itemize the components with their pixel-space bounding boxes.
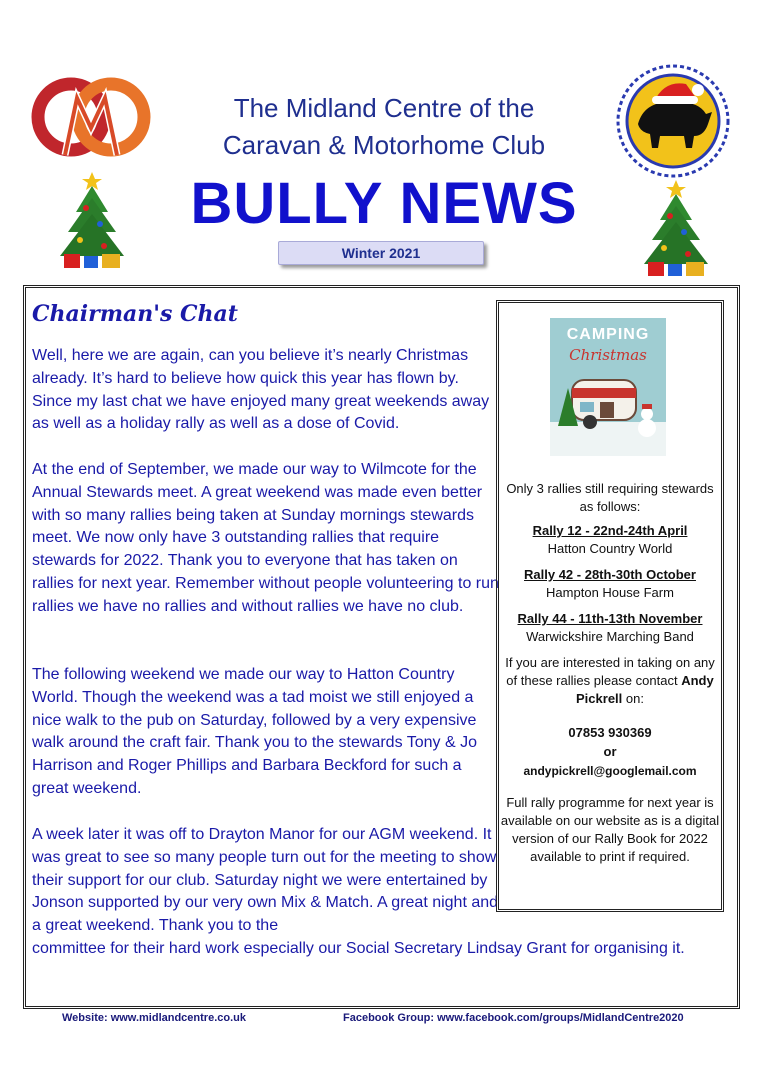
- illustration-text: CAMPING: [566, 326, 650, 343]
- chat-paragraph: The following weekend we made our way to Hatton Country World. Though the weekend was a tad moist we still enjoyed a nice walk to the pub on Saturday, followed by a very expensive walk around the craft fair. Thank you to the stewards Tony & Jo Harrison and Roger Phillips and Barbara Beckford for such a great weekend.: [32, 666, 477, 797]
- chat-paragraph: A week later it was off to Drayton Manor for our AGM weekend. It was great to see so many people turn out for the meeting to show their support for our club. Saturday night we were entertained by Jonson supported by our very own Mix & Match. A great night and a great weekend. Thank you to the: [32, 826, 499, 935]
- contact-or: or: [603, 744, 617, 759]
- christmas-tree-icon: [50, 168, 134, 272]
- issue-badge: Winter 2021: [278, 241, 484, 265]
- rally-title: Rally 12 - 22nd-24th April: [532, 523, 688, 538]
- header-line-1: The Midland Centre of the: [233, 93, 535, 123]
- section-heading: Chairman's Chat: [32, 301, 238, 327]
- rally-title: Rally 42 - 28th-30th October: [524, 567, 696, 582]
- illustration-text: Christmas: [569, 346, 647, 364]
- footer-website-link[interactable]: Website: www.midlandcentre.co.uk: [62, 1012, 246, 1024]
- contact-text: [500, 654, 720, 708]
- club-logo-icon: [25, 70, 157, 170]
- christmas-tree-icon: [634, 176, 718, 280]
- rally-intro: Only 3 rallies still requiring stewards as follows:: [506, 481, 714, 514]
- contact-post: on:: [622, 691, 644, 706]
- chat-paragraph: Well, here we are again, can you believe it’s nearly Christmas already. It’s hard to believe how quick this year has flown by. Since my last chat we have enjoyed many great weekends away as well as a holiday rally as well as a dose of Covid.: [32, 347, 490, 433]
- contact-name: Andy Pickrell: [576, 673, 714, 706]
- header-line-2: Caravan & Motorhome Club: [222, 130, 546, 160]
- programme-text: Full rally programme for next year is available on our website as is a digital version of our Rally Book for 2022 available to print if required.: [500, 795, 720, 864]
- rally-venue: Warwickshire Marching Band: [526, 629, 694, 644]
- footer-facebook-link[interactable]: Facebook Group: www.facebook.com/groups/MidlandCentre2020: [343, 1012, 684, 1024]
- bull-santa-hat-icon: [614, 62, 732, 180]
- contact-email[interactable]: andypickrell@googlemail.com: [523, 764, 697, 778]
- rally-venue: Hatton Country World: [547, 541, 673, 556]
- chat-paragraph: At the end of September, we made our way to Wilmcote for the Annual Stewards meet. A great weekend was made even better with so many rallies being taken at Sunday mornings stewards meet. We now only have 3 outstanding rallies that require stewards for 2022. Thank you to everyone that has taken on rallies for next year. Remember without people volunteering to run rallies we have no rallies and without rallies we have no club.: [32, 461, 499, 615]
- contact-phone: 07853 930369: [568, 725, 652, 740]
- camping-christmas-illustration: [550, 318, 666, 456]
- contact-pre: If you are interested in taking on any of these rallies please contact: [505, 655, 715, 688]
- newsletter-title: BULLY NEWS: [190, 171, 578, 236]
- rally-venue: Hampton House Farm: [546, 585, 674, 600]
- chat-paragraph: committee for their hard work especially our Social Secretary Lindsay Grant for organising it.: [32, 940, 685, 957]
- rally-title: Rally 44 - 11th-13th November: [517, 611, 703, 626]
